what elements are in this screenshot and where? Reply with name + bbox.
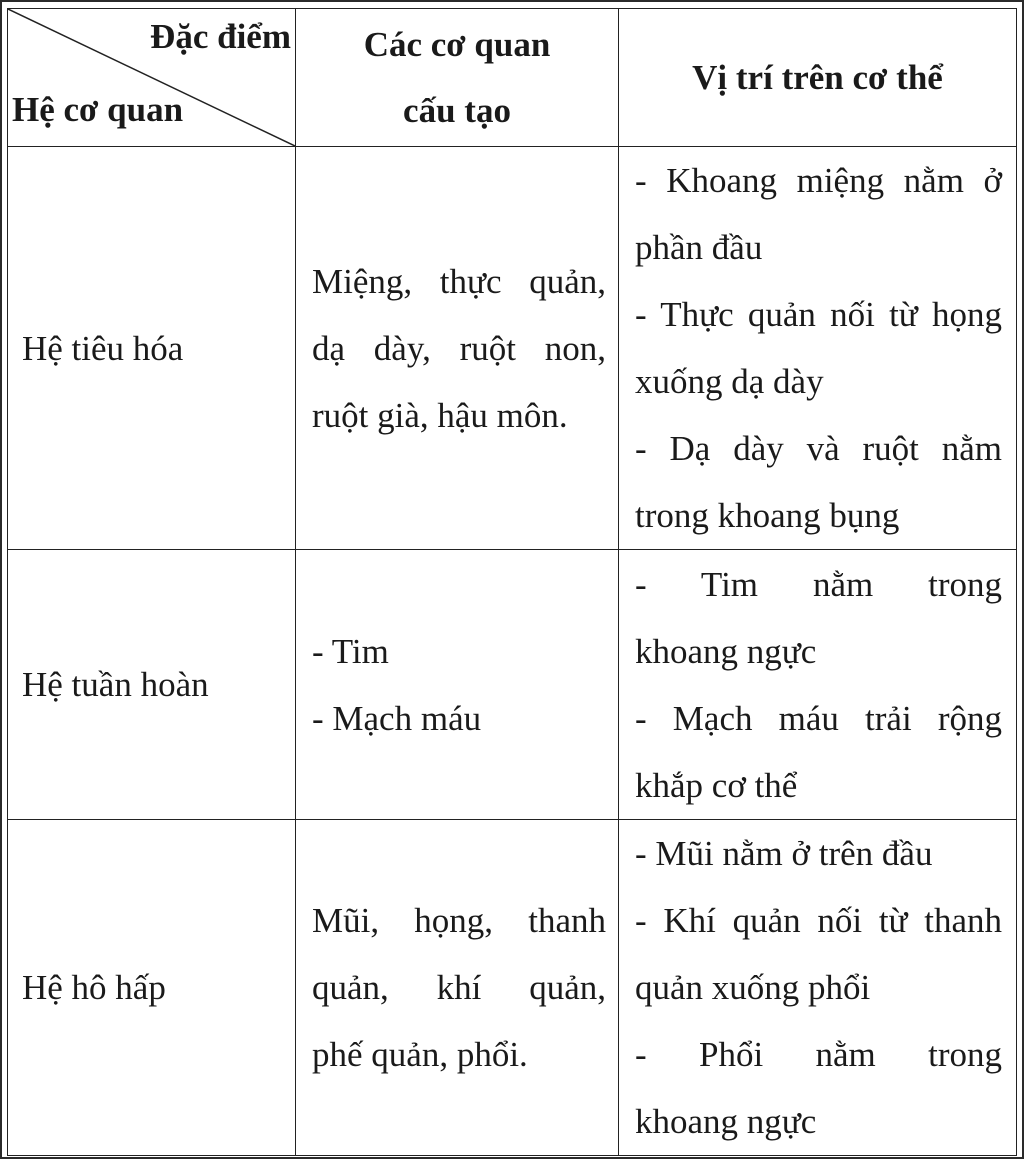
cell-text-line: Mũi, họng, thanh [312, 901, 606, 940]
system-name-cell: Hệ hô hấp [8, 820, 296, 1156]
header-organs-line2: cấu tạo [403, 90, 511, 130]
header-position-cell: Vị trí trên cơ thể [619, 9, 1017, 147]
cell-text-line: - Mạch máu trải rộng [635, 698, 1002, 738]
header-organs-cell [296, 9, 619, 147]
organs-cell [296, 820, 619, 1156]
position-cell [619, 820, 1017, 1156]
diagonal-header-cell [8, 9, 296, 147]
cell-text-line: Miệng, thực quản, [312, 261, 606, 301]
cell-text-line: - Phổi nằm trong [635, 1035, 1002, 1074]
cell-text-line: - Thực quản nối từ họng [635, 295, 1002, 334]
cell-text-line: - Khoang miệng nằm ở [635, 161, 1002, 200]
cell-text-line: xuống dạ dày [635, 362, 824, 401]
position-cell [619, 550, 1017, 820]
cell-text-line: khắp cơ thể [635, 765, 798, 805]
cell-text-line: - Tim [312, 631, 389, 671]
header-system-label: Hệ cơ quan [12, 90, 184, 129]
cell-text-line: trong khoang bụng [635, 496, 900, 535]
organ-systems-table [7, 8, 1017, 1156]
cell-text-line: phần đầu [635, 228, 763, 267]
system-name-cell: Hệ tuần hoàn [8, 550, 296, 820]
position-cell [619, 147, 1017, 550]
cell-text-line: ruột già, hậu môn. [312, 395, 568, 435]
cell-text-line: - Dạ dày và ruột nằm [635, 429, 1002, 468]
table-row [8, 550, 1017, 820]
cell-text-line: dạ dày, ruột non, [312, 328, 606, 368]
cell-text-line: khoang ngực [635, 631, 817, 671]
organs-cell [296, 550, 619, 820]
cell-text-line: quản, khí quản, [312, 968, 606, 1007]
header-feature-label: Đặc điểm [150, 17, 291, 56]
cell-text-line: - Tim nằm trong [635, 564, 1002, 604]
table-row [8, 147, 1017, 550]
cell-text-line: - Khí quản nối từ thanh [635, 901, 1002, 940]
cell-text-line: khoang ngực [635, 1102, 817, 1141]
organs-cell [296, 147, 619, 550]
cell-text-line: - Mũi nằm ở trên đầu [635, 834, 933, 873]
cell-text-line: phế quản, phổi. [312, 1035, 528, 1074]
header-row [8, 9, 1017, 147]
system-name-cell: Hệ tiêu hóa [8, 147, 296, 550]
header-organs-line1: Các cơ quan [363, 24, 551, 64]
cell-text-line: quản xuống phổi [635, 968, 871, 1007]
cell-text-line: - Mạch máu [312, 698, 482, 738]
table-row [8, 820, 1017, 1156]
